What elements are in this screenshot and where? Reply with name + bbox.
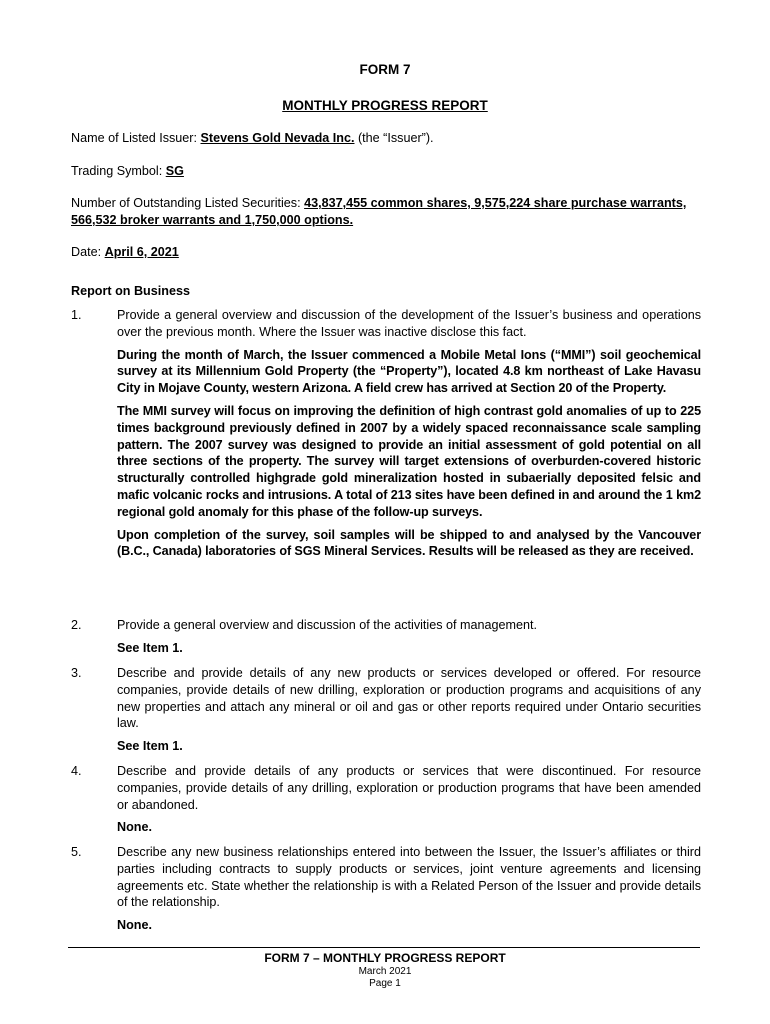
footer-divider: [68, 947, 700, 948]
item-question: Describe any new business relationships entered into between the Issuer, the Issuer’s affiliates or third parties including contracts to supply products or services, joint venture agreements and licensing agreements etc. State whether the relationship is with a Related Person of the Issuer and provide details of the relationship.: [117, 845, 701, 910]
report-item-3: [71, 665, 701, 755]
item-question: Describe and provide details of any new products or services developed or offered. For resource companies, provide details of new drilling, exploration or production programs and acquisitions of any new properties and attach any mineral or oil and gas or other reports required under Ontario securities law.: [117, 666, 701, 731]
item-number: 3.: [71, 666, 82, 680]
report-item-5: [71, 844, 701, 934]
trading-symbol-line: [71, 163, 701, 180]
date-value: April 6, 2021: [104, 245, 179, 259]
date-label: Date:: [71, 245, 105, 259]
securities-label: Number of Outstanding Listed Securities:: [71, 196, 305, 210]
report-title: MONTHLY PROGRESS REPORT: [282, 98, 488, 113]
issuer-suffix: (the “Issuer”).: [354, 131, 434, 145]
issuer-label: Name of Listed Issuer:: [71, 131, 201, 145]
item-number: 2.: [71, 618, 82, 632]
report-item-2: [71, 617, 701, 657]
trading-symbol-label: Trading Symbol:: [71, 164, 166, 178]
outstanding-securities-line: [71, 195, 687, 229]
item-response: During the month of March, the Issuer commenced a Mobile Metal Ions (“MMI”) soil geochemical survey at its Millennium Gold Property (the “Property”), located 4.8 km northeast of Lake Havasu City in Mojave County, western Arizona. A field crew has arrived at Section 20 of the Property.: [117, 347, 701, 396]
footer-page-number: Page 1: [369, 978, 401, 989]
footer-title: FORM 7 – MONTHLY PROGRESS REPORT: [264, 951, 506, 965]
item-question: Provide a general overview and discussion of the activities of management.: [117, 618, 538, 632]
report-on-business-heading: Report on Business: [71, 284, 190, 298]
report-item-4: [71, 763, 701, 836]
item-response: Upon completion of the survey, soil samples will be shipped to and analysed by the Vancouver (B.C., Canada) laboratories of SGS Mineral Services. Results will be released as they are received.: [117, 527, 701, 559]
item-response: The MMI survey will focus on improving the definition of high contrast gold anomalies of up to 225 times background previously defined in 2007 by a widely spaced reconnaissance scale sampling pattern. The 2007 survey was designed to provide an initial assessment of gold potential on all three sections of the property. The survey will target extensions of overburden-covered historic structurally controlled highgrade gold mineralization hosted in subaerially deposited felsic and mafic volcanic rocks and intrusions. A total of 213 sites have been defined in and around the 1 km2 regional gold anomaly for this phase of the follow-up surveys.: [117, 403, 701, 519]
item-response: None.: [117, 918, 152, 933]
report-item-1: [71, 307, 701, 560]
trading-symbol-value: SG: [165, 164, 184, 178]
footer-date: March 2021: [358, 966, 412, 977]
issuer-name: Stevens Gold Nevada Inc.: [200, 131, 355, 145]
date-line: [71, 244, 701, 261]
item-number: 5.: [71, 845, 82, 859]
item-question: Provide a general overview and discussion of the development of the Issuer’s business and operations over the previous month. Where the Issuer was inactive disclose this fact.: [117, 308, 701, 339]
item-response: See Item 1.: [117, 640, 183, 655]
item-question: Describe and provide details of any products or services that were discontinued. For resource companies, provide details of any drilling, exploration or production programs that have been amended or abandoned.: [117, 764, 701, 812]
issuer-name-line: [71, 130, 701, 147]
form-title: FORM 7: [359, 62, 411, 77]
securities-value: 43,837,455 common shares, 9,575,224 share purchase warrants, 566,532 broker warrants and 1,750,000 options.: [71, 196, 687, 227]
item-number: 4.: [71, 764, 82, 778]
item-response: None.: [117, 820, 152, 835]
item-response: See Item 1.: [117, 739, 183, 754]
item-number: 1.: [71, 308, 82, 322]
